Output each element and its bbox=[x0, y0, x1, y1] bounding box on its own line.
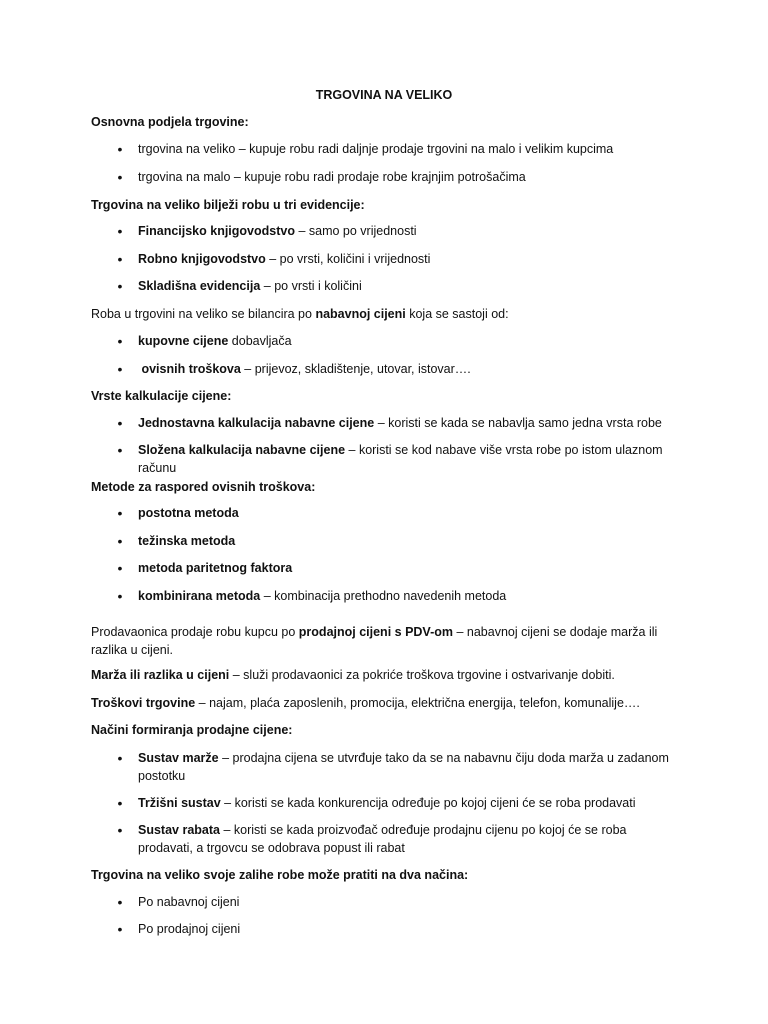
bullet-icon: • bbox=[117, 278, 123, 294]
section-heading-zalihe: Trgovina na veliko svoje zalihe robe može pratiti na dva načina: bbox=[91, 868, 469, 882]
bullet-icon: • bbox=[117, 750, 123, 766]
list-item: • kupovne cijene dobavljača bbox=[138, 332, 678, 350]
list-item: • Sustav rabata – koristi se kada proizvođač određuje prodajnu cijenu po kojoj će se roba prodavati, a trgovcu se odobrava popust ili rabat bbox=[138, 821, 678, 857]
list-item: • Tržišni sustav – koristi se kada konkurencija određuje po kojoj cijeni će se roba prodavati bbox=[138, 794, 678, 812]
list-item: • težinska metoda bbox=[138, 532, 678, 550]
bullet-icon: • bbox=[117, 442, 123, 458]
list-item: • trgovina na veliko – kupuje robu radi daljnje prodaje trgovini na malo i velikim kupcima bbox=[138, 140, 678, 158]
list-item: • Robno knjigovodstvo – po vrsti, količini i vrijednosti bbox=[138, 250, 678, 268]
section-heading-nacini-formiranja: Načini formiranja prodajne cijene: bbox=[91, 723, 293, 737]
bullet-icon: • bbox=[117, 141, 123, 157]
paragraph-marza: Marža ili razlika u cijeni – služi prodavaonici za pokriće troškova trgovine i ostvarivanje dobiti. bbox=[91, 668, 615, 682]
list-item: • kombinirana metoda – kombinacija prethodno navedenih metoda bbox=[138, 587, 678, 605]
list-item: • Po prodajnoj cijeni bbox=[138, 920, 678, 938]
bullet-icon: • bbox=[117, 822, 123, 838]
paragraph-bilanciranje: Roba u trgovini na veliko se bilancira po nabavnoj cijeni koja se sastoji od: bbox=[91, 307, 509, 321]
list-item: • Po nabavnoj cijeni bbox=[138, 893, 678, 911]
section-heading-evidencije: Trgovina na veliko bilježi robu u tri evidencije: bbox=[91, 198, 365, 212]
bullet-icon: • bbox=[117, 169, 123, 185]
list-item: • Skladišna evidencija – po vrsti i količini bbox=[138, 277, 678, 295]
bullet-icon: • bbox=[117, 223, 123, 239]
bullet-icon: • bbox=[117, 921, 123, 937]
bullet-icon: • bbox=[117, 560, 123, 576]
section-heading-osnovna-podjela: Osnovna podjela trgovine: bbox=[91, 115, 249, 129]
document-title: TRGOVINA NA VELIKO bbox=[315, 88, 453, 102]
bullet-icon: • bbox=[117, 415, 123, 431]
bullet-icon: • bbox=[117, 505, 123, 521]
bullet-icon: • bbox=[117, 361, 123, 377]
list-item: • metoda paritetnog faktora bbox=[138, 559, 678, 577]
list-item: • Složena kalkulacija nabavne cijene – koristi se kod nabave više vrsta robe po istom ulaznom računu bbox=[138, 441, 678, 477]
bullet-icon: • bbox=[117, 894, 123, 910]
bullet-icon: • bbox=[117, 795, 123, 811]
bullet-icon: • bbox=[117, 251, 123, 267]
section-heading-metode: Metode za raspored ovisnih troškova: bbox=[91, 480, 316, 494]
bullet-icon: • bbox=[117, 333, 123, 349]
section-heading-vrste-kalkulacije: Vrste kalkulacije cijene: bbox=[91, 389, 232, 403]
list-item: • postotna metoda bbox=[138, 504, 678, 522]
bullet-icon: • bbox=[117, 533, 123, 549]
list-item: • Financijsko knjigovodstvo – samo po vrijednosti bbox=[138, 222, 678, 240]
paragraph-troskovi: Troškovi trgovine – najam, plaća zaposlenih, promocija, električna energija, telefon, komunalije…. bbox=[91, 696, 640, 710]
paragraph-prodajna-cijena: Prodavaonica prodaje robu kupcu po prodajnoj cijeni s PDV-om – nabavnoj cijeni se dodaje marža ili razlika u cijeni. bbox=[91, 625, 658, 657]
list-item: • Sustav marže – prodajna cijena se utvrđuje tako da se na nabavnu čiju doda marža u zadanom postotku bbox=[138, 749, 678, 785]
list-item: • Jednostavna kalkulacija nabavne cijene – koristi se kada se nabavlja samo jedna vrsta robe bbox=[138, 414, 678, 432]
bullet-icon: • bbox=[117, 588, 123, 604]
list-item: • trgovina na malo – kupuje robu radi prodaje robe krajnjim potrošačima bbox=[138, 168, 678, 186]
list-item: • ovisnih troškova – prijevoz, skladištenje, utovar, istovar…. bbox=[138, 360, 678, 378]
